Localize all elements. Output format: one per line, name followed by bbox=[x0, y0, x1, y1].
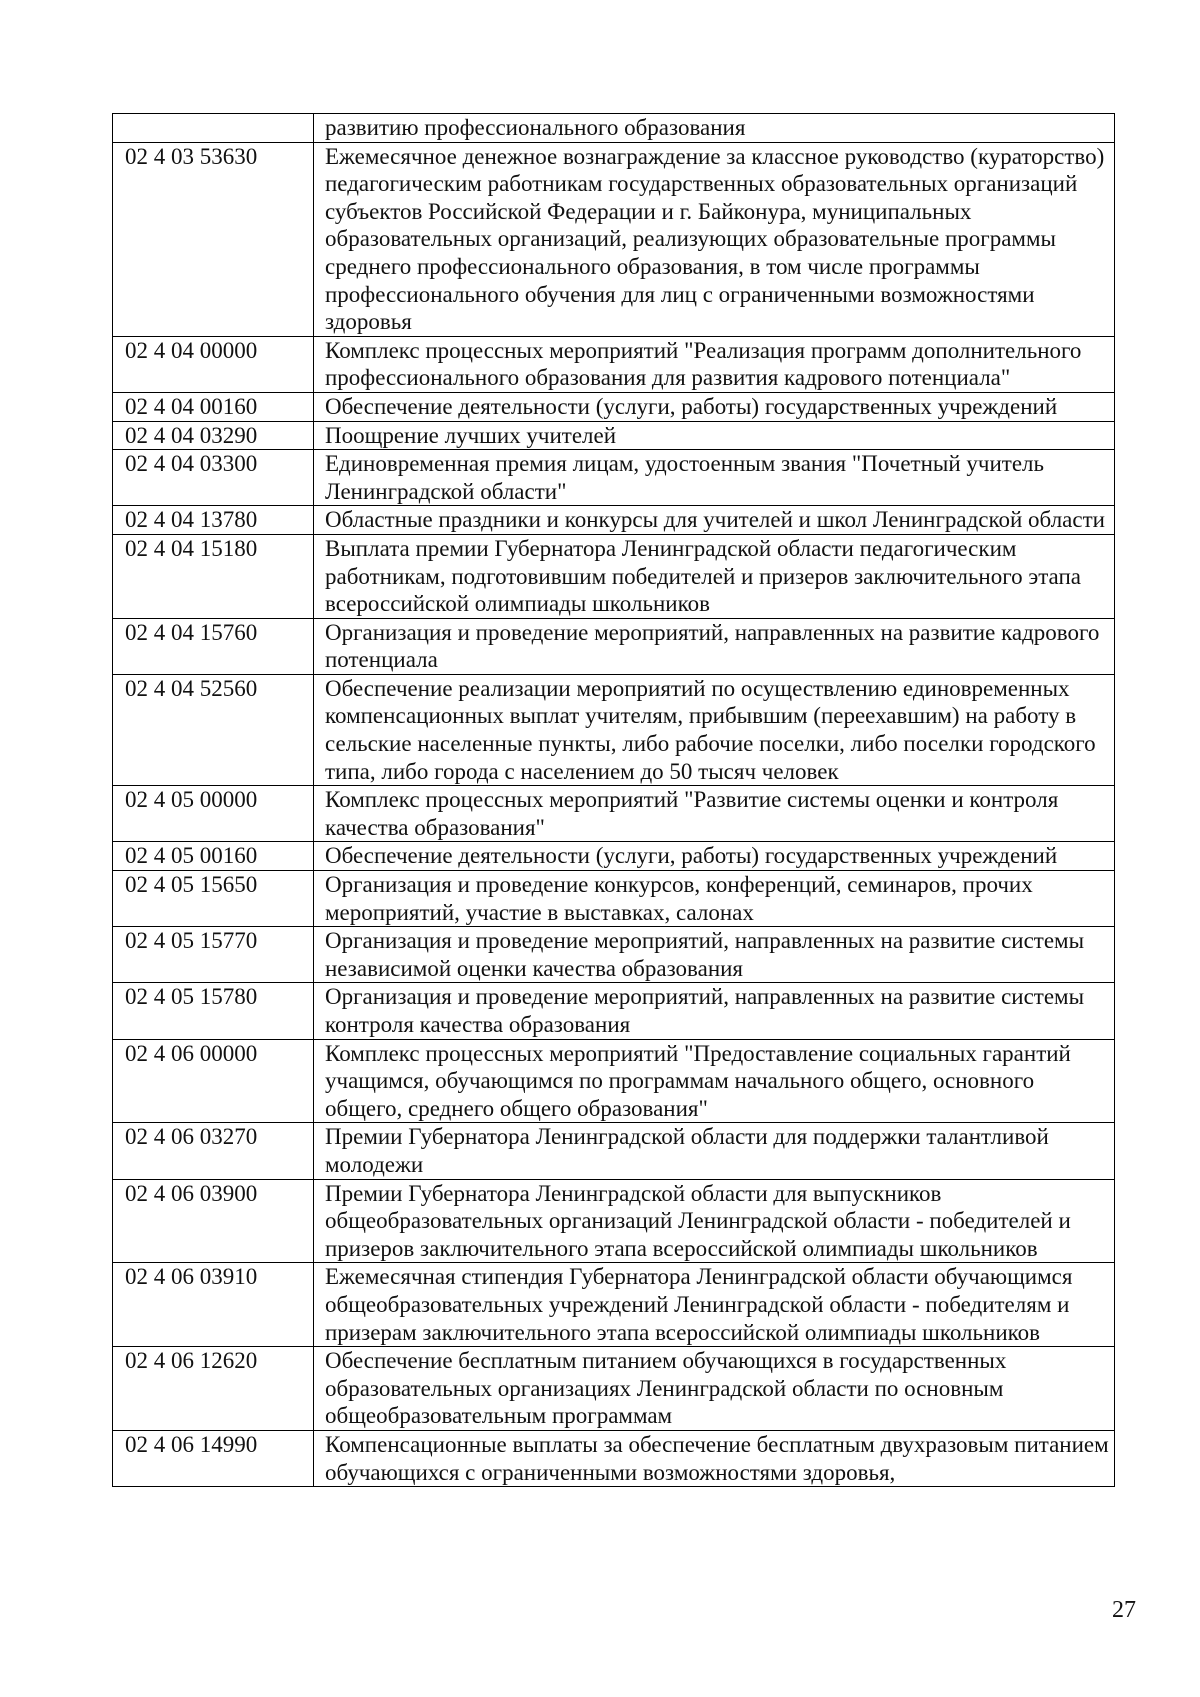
description-cell: Организация и проведение мероприятий, направленных на развитие кадрового потенциала bbox=[314, 618, 1115, 674]
table-row bbox=[113, 506, 1115, 535]
code-cell: 02 4 05 00160 bbox=[113, 842, 314, 871]
code-cell: 02 4 04 13780 bbox=[113, 506, 314, 535]
description-cell: Организация и проведение мероприятий, направленных на развитие системы контроля качества образования bbox=[314, 983, 1115, 1039]
code-cell: 02 4 04 52560 bbox=[113, 674, 314, 785]
code-cell: 02 4 06 03900 bbox=[113, 1179, 314, 1263]
table-row bbox=[113, 618, 1115, 674]
table-row bbox=[113, 674, 1115, 785]
budget-code-table bbox=[112, 113, 1115, 1487]
table-row bbox=[113, 392, 1115, 421]
code-cell: 02 4 04 03300 bbox=[113, 450, 314, 506]
code-cell: 02 4 05 15770 bbox=[113, 927, 314, 983]
code-cell: 02 4 03 53630 bbox=[113, 142, 314, 336]
description-cell: Выплата премии Губернатора Ленинградской области педагогическим работникам, подготовившим победителей и призеров заключительного этапа всероссийской олимпиады школьников bbox=[314, 534, 1115, 618]
code-cell bbox=[113, 114, 314, 143]
description-cell: Поощрение лучших учителей bbox=[314, 421, 1115, 450]
description-cell: Компенсационные выплаты за обеспечение бесплатным двухразовым питанием обучающихся с ограниченными возможностями здоровья, bbox=[314, 1430, 1115, 1486]
description-cell: Обеспечение деятельности (услуги, работы) государственных учреждений bbox=[314, 842, 1115, 871]
code-cell: 02 4 06 12620 bbox=[113, 1347, 314, 1431]
code-cell: 02 4 04 15180 bbox=[113, 534, 314, 618]
code-cell: 02 4 04 00160 bbox=[113, 392, 314, 421]
code-cell: 02 4 05 15780 bbox=[113, 983, 314, 1039]
description-cell: Обеспечение бесплатным питанием обучающихся в государственных образовательных организациях Ленинградской области по основным общеобразовательным программам bbox=[314, 1347, 1115, 1431]
description-cell: развитию профессионального образования bbox=[314, 114, 1115, 143]
table-row bbox=[113, 114, 1115, 143]
table-row bbox=[113, 1179, 1115, 1263]
code-cell: 02 4 06 03910 bbox=[113, 1263, 314, 1347]
description-cell: Единовременная премия лицам, удостоенным звания "Почетный учитель Ленинградской области" bbox=[314, 450, 1115, 506]
table-row bbox=[113, 786, 1115, 842]
table-row bbox=[113, 336, 1115, 392]
code-cell: 02 4 04 15760 bbox=[113, 618, 314, 674]
description-cell: Ежемесячное денежное вознаграждение за классное руководство (кураторство) педагогическим работникам государственных образовательных организаций субъектов Российской Федерации и г. Байконура, муниципальных образовательных организаций, реализующих образовательные программы среднего профессионального образования, в том числе программы профессионального обучения для лиц с ограниченными возможностями здоровья bbox=[314, 142, 1115, 336]
table-row bbox=[113, 983, 1115, 1039]
code-cell: 02 4 06 14990 bbox=[113, 1430, 314, 1486]
description-cell: Комплекс процессных мероприятий "Реализация программ дополнительного профессионального образования для развития кадрового потенциала" bbox=[314, 336, 1115, 392]
table-row bbox=[113, 1123, 1115, 1179]
code-cell: 02 4 06 00000 bbox=[113, 1039, 314, 1123]
code-cell: 02 4 05 00000 bbox=[113, 786, 314, 842]
table-row bbox=[113, 142, 1115, 336]
description-cell: Комплекс процессных мероприятий "Предоставление социальных гарантий учащимся, обучающимся по программам начального общего, основного общего, среднего общего образования" bbox=[314, 1039, 1115, 1123]
table-row bbox=[113, 871, 1115, 927]
code-cell: 02 4 04 03290 bbox=[113, 421, 314, 450]
description-cell: Обеспечение реализации мероприятий по осуществлению единовременных компенсационных выплат учителям, прибывшим (переехавшим) на работу в сельские населенные пункты, либо рабочие поселки, либо поселки городского типа, либо города с населением до 50 тысяч человек bbox=[314, 674, 1115, 785]
code-cell: 02 4 05 15650 bbox=[113, 871, 314, 927]
page-number: 27 bbox=[1112, 1597, 1136, 1623]
table-row bbox=[113, 1263, 1115, 1347]
table-row bbox=[113, 421, 1115, 450]
description-cell: Премии Губернатора Ленинградской области для выпускников общеобразовательных организаций Ленинградской области - победителей и призеров заключительного этапа всероссийской олимпиады школьников bbox=[314, 1179, 1115, 1263]
table-row bbox=[113, 450, 1115, 506]
table-row bbox=[113, 1347, 1115, 1431]
table-row bbox=[113, 927, 1115, 983]
table-row bbox=[113, 534, 1115, 618]
table-row bbox=[113, 1039, 1115, 1123]
code-cell: 02 4 06 03270 bbox=[113, 1123, 314, 1179]
description-cell: Обеспечение деятельности (услуги, работы) государственных учреждений bbox=[314, 392, 1115, 421]
description-cell: Ежемесячная стипендия Губернатора Ленинградской области обучающимся общеобразовательных учреждений Ленинградской области - победителям и призерам заключительного этапа всероссийской олимпиады школьников bbox=[314, 1263, 1115, 1347]
code-cell: 02 4 04 00000 bbox=[113, 336, 314, 392]
description-cell: Организация и проведение конкурсов, конференций, семинаров, прочих мероприятий, участие в выставках, салонах bbox=[314, 871, 1115, 927]
description-cell: Организация и проведение мероприятий, направленных на развитие системы независимой оценки качества образования bbox=[314, 927, 1115, 983]
description-cell: Областные праздники и конкурсы для учителей и школ Ленинградской области bbox=[314, 506, 1115, 535]
description-cell: Премии Губернатора Ленинградской области для поддержки талантливой молодежи bbox=[314, 1123, 1115, 1179]
table-body bbox=[113, 114, 1115, 1487]
table-row bbox=[113, 842, 1115, 871]
table-row bbox=[113, 1430, 1115, 1486]
description-cell: Комплекс процессных мероприятий "Развитие системы оценки и контроля качества образования" bbox=[314, 786, 1115, 842]
